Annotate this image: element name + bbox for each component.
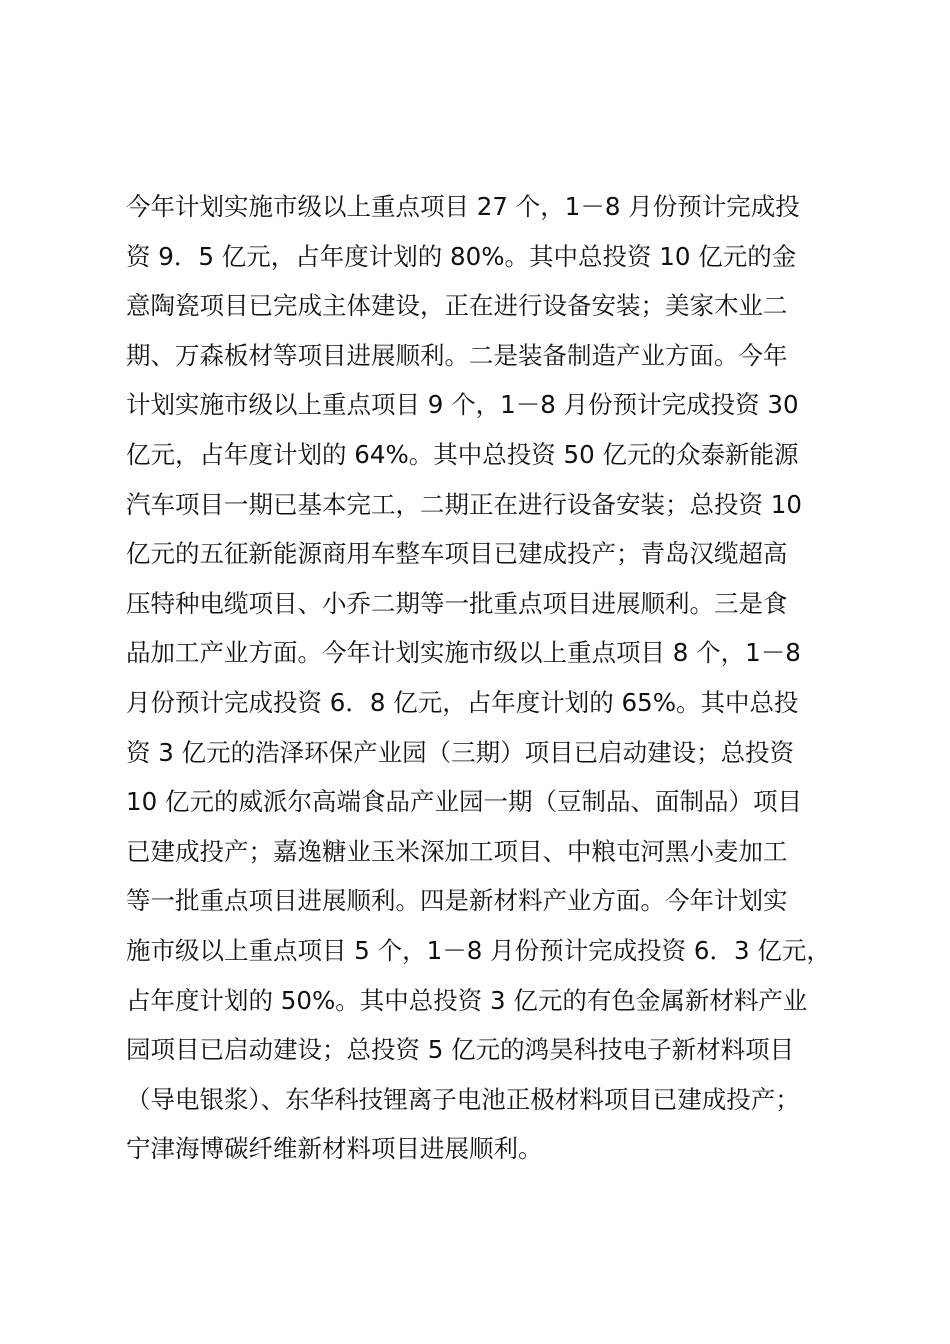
text-line-15: 等一批重点项目进展顺利。四是新材料产业方面。今年计划实 <box>126 886 788 916</box>
text-line-4: 期、万森板材等项目进展顺利。二是装备制造产业方面。今年 <box>126 340 788 370</box>
text-line-10: 品加工产业方面。今年计划实施市级以上重点项目 8 个，1－8 <box>126 638 801 668</box>
text-line-7: 汽车项目一期已基本完工，二期正在进行设备安装；总投资 10 <box>126 489 802 519</box>
text-line-12: 资 3 亿元的浩泽环保产业园（三期）项目已启动建设；总投资 <box>126 737 795 767</box>
text-line-17: 占年度计划的 50%。其中总投资 3 亿元的有色金属新材料产业 <box>126 985 808 1015</box>
text-line-18: 园项目已启动建设；总投资 5 亿元的鸿昊科技电子新材料项目 <box>126 1035 795 1065</box>
text-line-2: 资 9．5 亿元，占年度计划的 80%。其中总投资 10 亿元的金 <box>126 241 797 271</box>
text-line-13: 10 亿元的威派尔高端食品产业园一期（豆制品、面制品）项目 <box>126 787 802 817</box>
text-line-16: 施市级以上重点项目 5 个，1－8 月份预计完成投资 6．3 亿元， <box>126 935 831 965</box>
text-line-20: 宁津海博碳纤维新材料项目进展顺利。 <box>126 1134 543 1164</box>
text-line-19: （导电银浆）、东华科技锂离子电池正极材料项目已建成投产； <box>126 1084 800 1114</box>
body-text <box>126 182 866 1174</box>
text-line-6: 亿元，占年度计划的 64%。其中总投资 50 亿元的众泰新能源 <box>126 439 799 469</box>
text-line-1: 今年计划实施市级以上重点项目 27 个，1－8 月份预计完成投 <box>126 192 800 221</box>
text-line-11: 月份预计完成投资 6．8 亿元，占年度计划的 65%。其中总投 <box>126 687 799 717</box>
text-line-9: 压特种电缆项目、小乔二期等一批重点项目进展顺利。三是食 <box>126 588 788 618</box>
text-line-5: 计划实施市级以上重点项目 9 个，1－8 月份预计完成投资 30 <box>126 390 799 420</box>
text-line-8: 亿元的五征新能源商用车整车项目已建成投产；青岛汉缆超高 <box>126 539 788 569</box>
text-line-3: 意陶瓷项目已完成主体建设，正在进行设备安装；美家木业二 <box>126 291 788 321</box>
text-line-14: 已建成投产；嘉逸糖业玉米深加工项目、中粮屯河黑小麦加工 <box>126 836 788 866</box>
